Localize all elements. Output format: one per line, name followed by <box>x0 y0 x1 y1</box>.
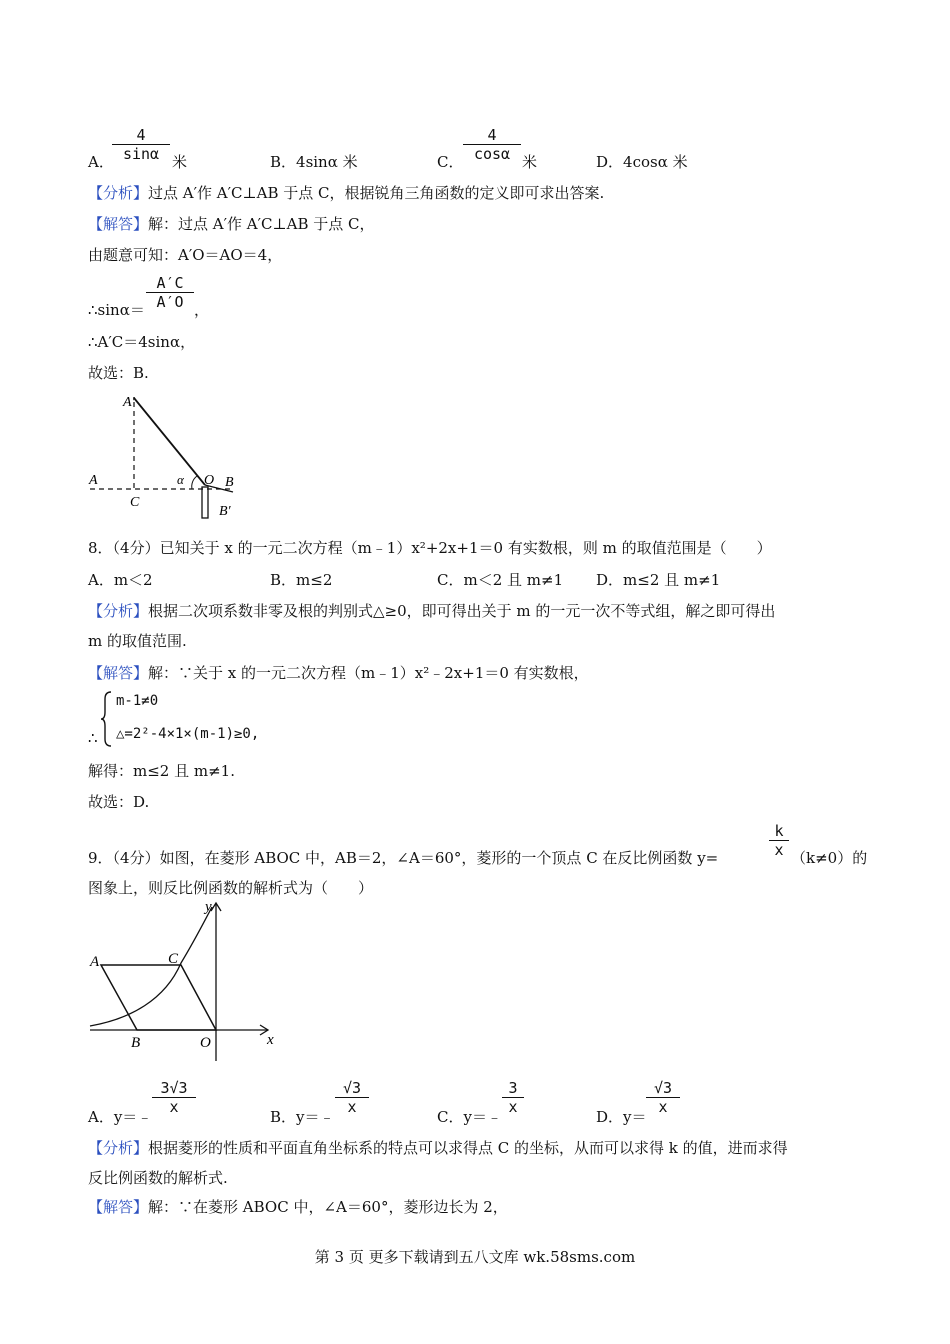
q9-option-c-label: C．y＝﹣ <box>437 1108 502 1126</box>
q7-label-aprime: A′ <box>123 395 135 410</box>
q8-analysis-text-2: m 的取值范围. <box>88 632 187 650</box>
q7-option-a-label: A． <box>88 153 114 171</box>
q9-option-c-numerator: 3 <box>508 1079 518 1097</box>
q8-analysis <box>88 600 775 621</box>
q7-analysis-text: 过点 A′作 A′C⊥AB 于点 C，根据锐角三角函数的定义即可求出答案. <box>148 184 605 202</box>
q9-option-b-numerator: √3 <box>342 1079 362 1097</box>
q7-sin-numerator: A′C <box>156 274 184 292</box>
page-footer: 第 3 页 更多下载请到五八文库 wk.58sms.com <box>314 1248 636 1266</box>
q9-option-b-label: B．y＝﹣ <box>270 1108 335 1126</box>
q9-label-c: C <box>168 951 179 967</box>
q7-label-c: C <box>130 495 140 510</box>
q8-option-a: A．m＜2 <box>88 571 153 589</box>
q7-line-aprime-o <box>134 398 205 485</box>
q8-system-line-2: △=2²-4×1×(m-1)≥0, <box>116 726 260 742</box>
q8-choose: 故选：D. <box>88 793 150 811</box>
q8-system-brace <box>100 690 112 748</box>
q7-step-1: 由题意可知：A′O＝AO＝4， <box>88 246 283 264</box>
q7-option-c-numerator: 4 <box>487 126 497 144</box>
answer-tag: 【解答】 <box>88 1198 149 1216</box>
q9-k-fraction <box>769 822 789 859</box>
q9-figure <box>85 895 285 1065</box>
q7-sin-denominator: A′O <box>156 293 184 311</box>
q9-label-o: O <box>200 1035 211 1051</box>
q8-answer <box>88 662 589 683</box>
q7-option-c-denominator: cosα <box>473 145 511 163</box>
q9-analysis-text-2: 反比例函数的解析式. <box>88 1169 228 1187</box>
q9-option-b-fraction <box>335 1079 369 1116</box>
q9-option-d-fraction <box>646 1079 680 1116</box>
q9-stem-1: 9．（4分）如图，在菱形 ABOC 中，AB＝2，∠A＝60°，菱形的一个顶点 C 在反比例函数 y= <box>88 849 719 867</box>
q9-option-a-numerator: 3√3 <box>160 1079 188 1097</box>
q9-answer-text: 解：∵在菱形 ABOC 中，∠A＝60°，菱形边长为 2， <box>148 1198 508 1216</box>
q9-label-b: B <box>131 1035 141 1051</box>
q9-option-d-label: D．y＝ <box>596 1108 647 1126</box>
answer-tag: 【解答】 <box>88 664 149 682</box>
q8-option-b: B．m≤2 <box>270 571 333 589</box>
q9-label-a: A <box>90 954 100 970</box>
q7-sin-fraction <box>146 274 194 311</box>
q7-choose: 故选：B. <box>88 364 149 382</box>
q8-answer-text: 解：∵关于 x 的一元二次方程（m﹣1）x²﹣2x+1＝0 有实数根， <box>148 664 589 682</box>
q9-option-a-label: A．y＝﹣ <box>88 1108 153 1126</box>
q9-hyperbola <box>90 907 212 1026</box>
q9-stem-1-tail: （k≠0）的 <box>791 849 868 867</box>
q9-analysis-text-1: 根据菱形的性质和平面直角坐标系的特点可以求得点 C 的坐标，从而可以求得 k 的值，进而求得 <box>148 1139 788 1157</box>
q7-analysis <box>88 182 604 203</box>
q9-option-b-denominator: x <box>347 1098 357 1116</box>
analysis-tag: 【分析】 <box>88 184 149 202</box>
q8-stem: 8．（4分）已知关于 x 的一元二次方程（m﹣1）x²+2x+1＝0 有实数根，则 m 的取值范围是（ ） <box>88 539 772 557</box>
q9-answer <box>88 1196 508 1217</box>
q9-stem-2: 图象上，则反比例函数的解析式为（ ） <box>88 879 374 897</box>
q7-sin-suffix: ， <box>194 301 210 319</box>
q7-option-b: B．4sinα 米 <box>270 153 358 171</box>
q7-label-b: B <box>225 475 234 490</box>
q9-analysis <box>88 1137 788 1158</box>
q7-option-a-denominator: sinα <box>122 145 160 163</box>
q7-figure <box>85 388 255 523</box>
q7-sin-prefix: ∴sinα＝ <box>88 301 145 319</box>
q7-option-a-numerator: 4 <box>136 126 146 144</box>
q8-solve: 解得：m≤2 且 m≠1. <box>88 762 235 780</box>
q7-option-a-unit: 米 <box>172 153 188 171</box>
q7-label-a: A <box>89 473 98 488</box>
q9-option-c-fraction <box>502 1079 524 1116</box>
analysis-tag: 【分析】 <box>88 1139 149 1157</box>
q9-label-y: y <box>205 899 212 915</box>
q8-option-d: D．m≤2 且 m≠1 <box>596 571 721 589</box>
q7-angle-arc <box>192 476 197 489</box>
q7-answer-text: 解：过点 A′作 A′C⊥AB 于点 C， <box>148 215 375 233</box>
q8-therefore: ∴ <box>88 729 98 747</box>
q7-label-alpha: α <box>177 472 184 487</box>
q9-option-a-denominator: x <box>169 1098 179 1116</box>
q8-system-line-1: m-1≠0 <box>116 693 159 709</box>
q9-k-denominator: x <box>774 841 784 859</box>
q7-label-o: O <box>204 473 215 488</box>
q9-k-numerator: k <box>774 822 784 840</box>
q7-option-a-fraction <box>112 126 170 163</box>
q7-step-3: ∴A′C＝4sinα， <box>88 333 196 351</box>
q7-post <box>202 487 208 518</box>
q8-analysis-text-1: 根据二次项系数非零及根的判别式△≥0，即可得出关于 m 的一元一次不等式组，解之即可得出 <box>148 602 776 620</box>
q7-option-c-fraction <box>463 126 521 163</box>
q8-option-c: C．m＜2 且 m≠1 <box>437 571 564 589</box>
q9-option-a-fraction <box>152 1079 196 1116</box>
q7-option-c-unit: 米 <box>522 153 538 171</box>
q9-option-c-denominator: x <box>508 1098 518 1116</box>
analysis-tag: 【分析】 <box>88 602 149 620</box>
q7-option-c-label: C． <box>437 153 464 171</box>
q7-answer <box>88 213 374 234</box>
q7-label-bprime: B′ <box>219 504 231 519</box>
q9-option-d-denominator: x <box>658 1098 668 1116</box>
q9-option-d-numerator: √3 <box>653 1079 673 1097</box>
q7-option-d: D．4cosα 米 <box>596 153 688 171</box>
answer-tag: 【解答】 <box>88 215 149 233</box>
q9-label-x: x <box>267 1032 274 1048</box>
q9-rhombus <box>101 965 216 1030</box>
